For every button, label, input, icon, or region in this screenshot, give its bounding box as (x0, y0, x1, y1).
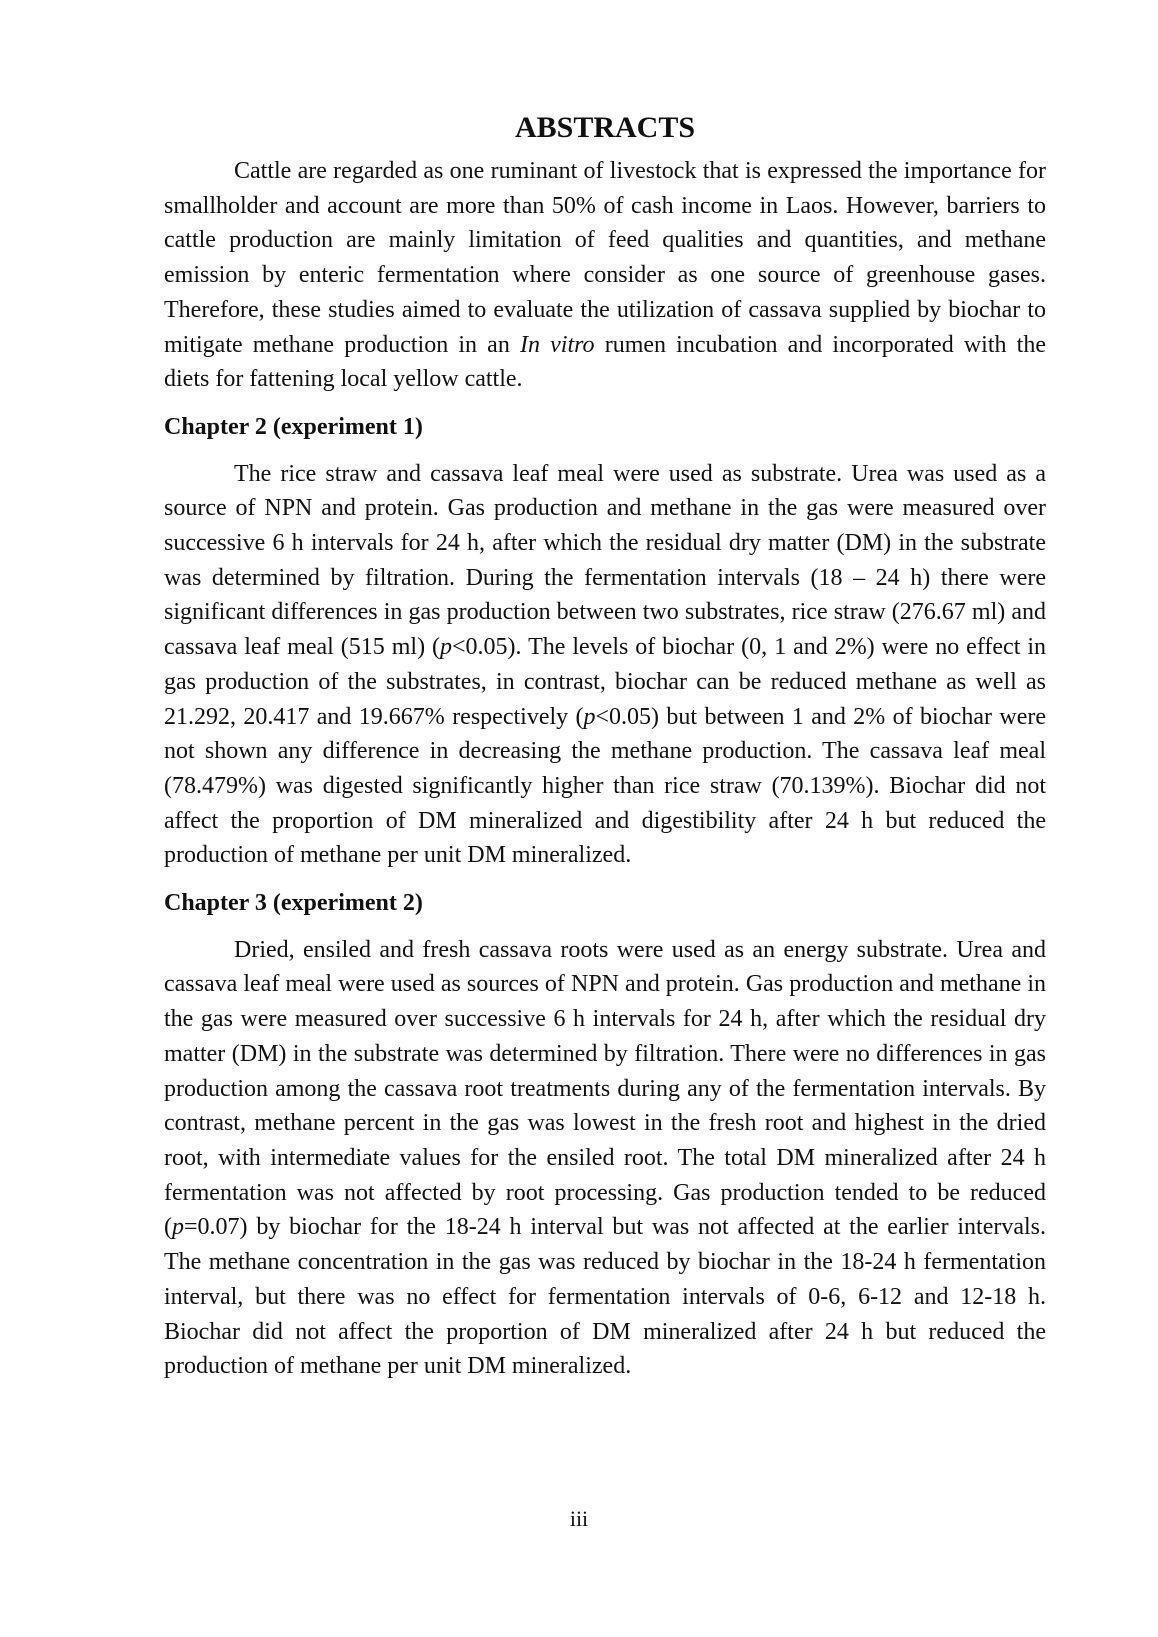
intro-text-2: rumen incubation and incorporated with the diets for fattening local yellow cattle. (164, 331, 1046, 393)
chapter2-paragraph (164, 457, 1046, 873)
page-title: ABSTRACTS (514, 111, 696, 144)
intro-italic-term: In vitro (519, 331, 595, 358)
chapter3-heading: Chapter 3 (experiment 2) (164, 890, 423, 917)
chapter2-text-2: <0.05). The levels of biochar (0, 1 and 2%) were no effect in gas production of the substrates, in contrast, biochar can be reduced methane as well as 21.292, 20.417 and 19.667% respectively ( (164, 634, 1046, 730)
chapter2-p-symbol-1: p (440, 634, 453, 661)
chapter3-p-symbol: p (172, 1214, 184, 1241)
document-page (164, 104, 1046, 1384)
chapter2-text-1: The rice straw and cassava leaf meal were used as substrate. Urea was used as a source of NPN and protein. Gas production and methane in the gas were measured over successive 6 h intervals for 24 h, after which the residual dry matter (DM) in the substrate was determined by filtration. During the fermentation intervals (18 – 24 h) there were significant differences in gas production between two substrates, rice straw (276.67 ml) and cassava leaf meal (515 ml) ( (164, 460, 1046, 661)
chapter3-text-2: =0.07) by biochar for the 18-24 h interval but was not affected at the earlier intervals. The methane concentration in the gas was reduced by biochar in the 18-24 h fermentation interval, but there was no effect for fermentation intervals of 0-6, 6-12 and 12-18 h. Biochar did not affect the proportion of DM mineralized after 24 h but reduced the production of methane per unit DM mineralized. (164, 1214, 1046, 1380)
page-number: iii (569, 1506, 589, 1531)
chapter2-heading: Chapter 2 (experiment 1) (164, 413, 423, 440)
chapter3-paragraph (164, 933, 1046, 1384)
intro-paragraph (164, 154, 1046, 397)
intro-text-1: Cattle are regarded as one ruminant of livestock that is expressed the importance for smallholder and account are more than 50% of cash income in Laos. However, barriers to cattle production are mainly limitation of feed qualities and quantities, and methane emission by enteric fermentation where consider as one source of greenhouse gases. Therefore, these studies aimed to evaluate the utilization of cassava supplied by biochar to mitigate methane production in an (164, 158, 1046, 358)
chapter2-p-symbol-2: p (583, 703, 596, 730)
chapter2-text-3: <0.05) but between 1 and 2% of biochar were not shown any difference in decreasing the methane production. The cassava leaf meal (78.479%) was digested significantly higher than rice straw (70.139%). Biochar did not affect the proportion of DM mineralized and digestibility after 24 h but reduced the production of methane per unit DM mineralized. (164, 703, 1046, 869)
chapter3-text-1: Dried, ensiled and fresh cassava roots were used as an energy substrate. Urea and cassava leaf meal were used as sources of NPN and protein. Gas production and methane in the gas were measured over successive 6 h intervals for 24 h, after which the residual dry matter (DM) in the substrate was determined by filtration. There were no differences in gas production among the cassava root treatments during any of the fermentation intervals. By contrast, methane percent in the gas was lowest in the fresh root and highest in the dried root, with intermediate values for the ensiled root. The total DM mineralized after 24 h fermentation was not affected by root processing. Gas production tended to be reduced ( (164, 936, 1046, 1241)
